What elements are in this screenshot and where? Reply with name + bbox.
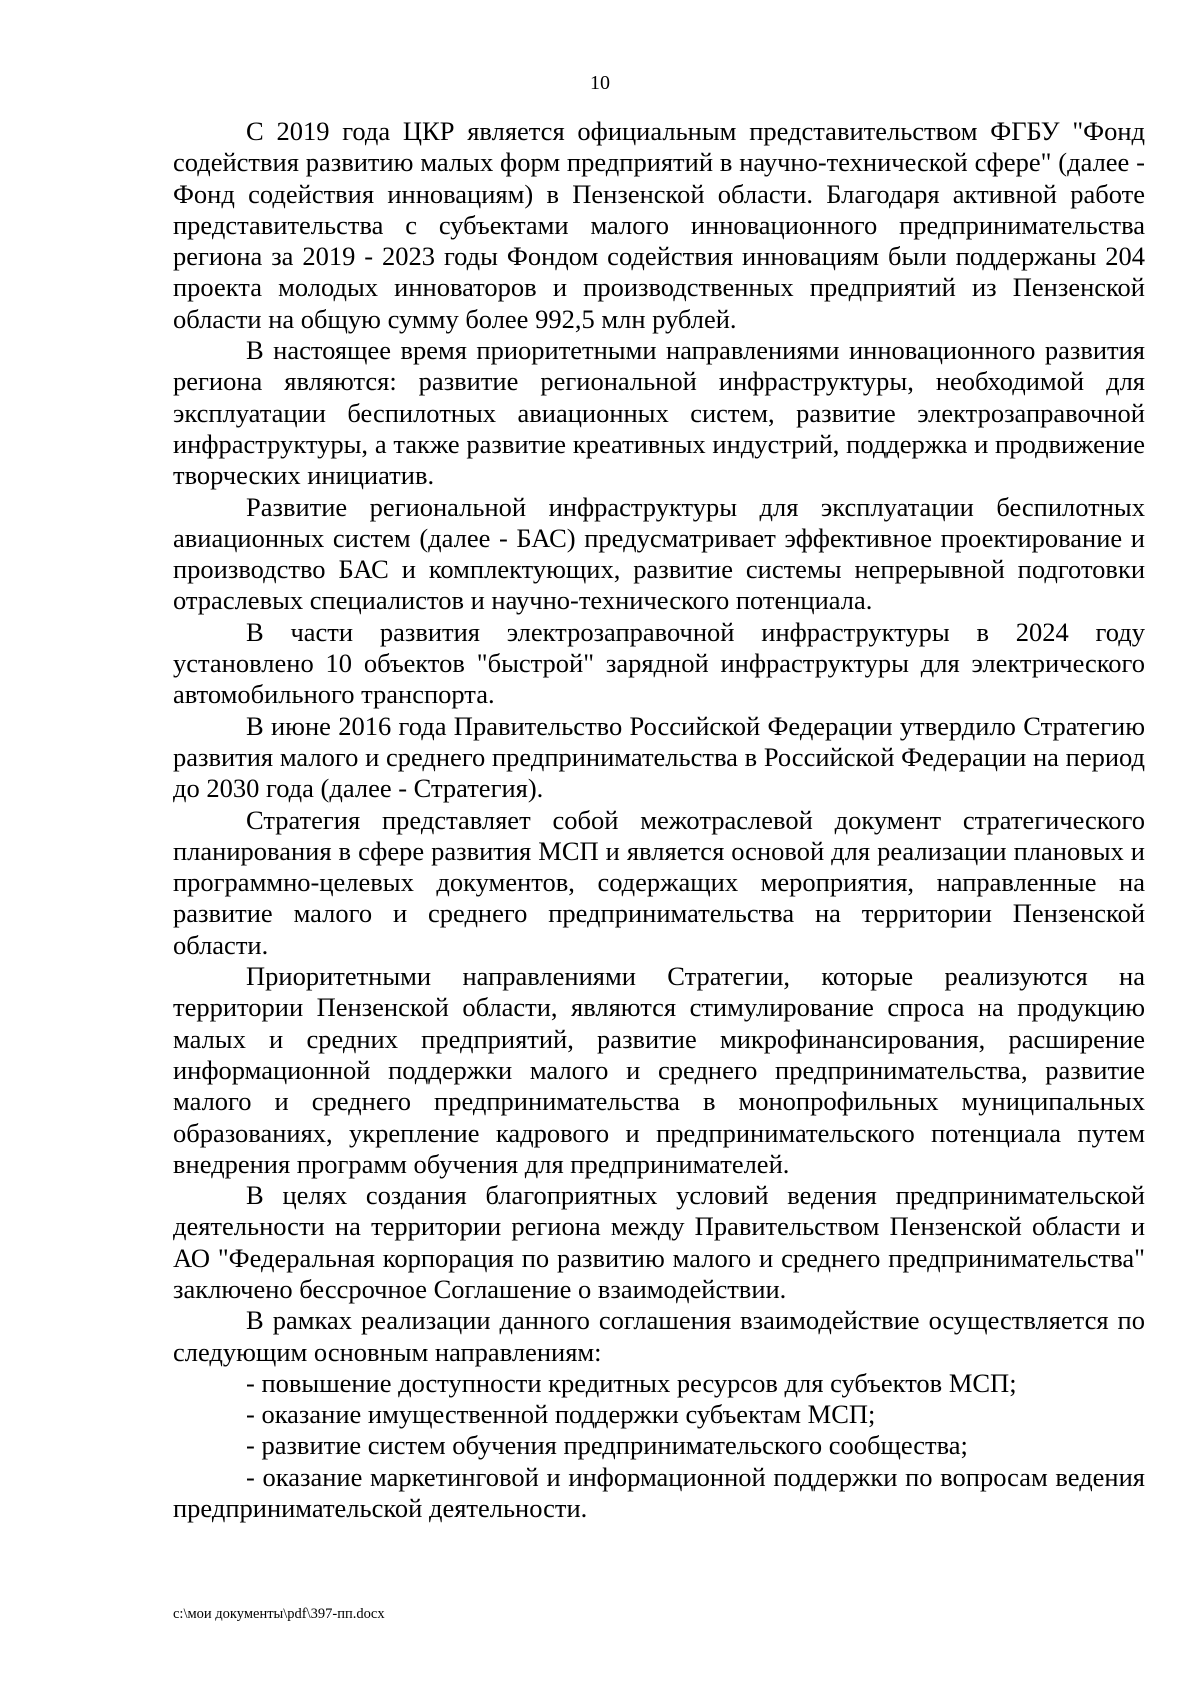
paragraph-bas-infrastructure: Развитие региональной инфраструктуры для эксплуатации беспилотных авиационных систем (далее - БАС) предусматривает эффективное проектирование и производство БАС и комплектующих, развитие системы непрерывной подготовки отраслевых специалистов и научно-технического потенциала. bbox=[173, 491, 1145, 616]
paragraph-ev-charging: В части развития электрозаправочной инфраструктуры в 2024 году установлено 10 объектов "быстрой" зарядной инфраструктуры для электрического автомобильного транспорта. bbox=[173, 616, 1145, 710]
paragraph-agreement-directions: В рамках реализации данного соглашения взаимодействие осуществляется по следующим основным направлениям: bbox=[173, 1305, 1145, 1367]
page-number: 10 bbox=[590, 72, 610, 94]
footer-file-path: c:\мои документы\pdf\397-пп.docx bbox=[173, 1606, 385, 1622]
paragraph-strategy-priorities: Приоритетными направлениями Стратегии, которые реализуются на территории Пензенской области, являются стимулирование спроса на продукцию малых и средних предприятий, развитие микрофинансирования, расширение информационной поддержки малого и среднего предпринимательства, развитие малого и среднего предпринимательства в монопрофильных муниципальных образованиях, укрепление кадрового и предпринимательского потенциала путем внедрения программ обучения для предпринимателей. bbox=[173, 961, 1145, 1179]
paragraph-agreement: В целях создания благоприятных условий ведения предпринимательской деятельности на территории региона между Правительством Пензенской области и АО "Федеральная корпорация по развитию малого и среднего предпринимательства" заключено бессрочное Соглашение о взаимодействии. bbox=[173, 1180, 1145, 1304]
list-item: - повышение доступности кредитных ресурсов для субъектов МСП; bbox=[246, 1367, 1017, 1398]
paragraph-tskr-representation: С 2019 года ЦКР является официальным представительством ФГБУ "Фонд содействия развитию малых форм предприятий в научно-технической сфере" (далее - Фонд содействия инновациям) в Пензенской области. Благодаря активной работе представительства с субъектами малого инновационного предпринимательства региона за 2019 - 2023 годы Фондом содействия инновациям были поддержаны 204 проекта молодых инноваторов и производственных предприятий из Пензенской области на общую сумму более 992,5 млн рублей. bbox=[173, 116, 1145, 334]
list-item: - оказание имущественной поддержки субъектам МСП; bbox=[246, 1399, 876, 1430]
list-item: - развитие систем обучения предпринимательского сообщества; bbox=[246, 1430, 968, 1461]
document-body bbox=[173, 116, 1145, 1524]
paragraph-strategy-approval: В июне 2016 года Правительство Российской Федерации утвердило Стратегию развития малого и среднего предпринимательства в Российской Федерации на период до 2030 года (далее - Стратегия). bbox=[173, 710, 1145, 804]
paragraph-strategy-description: Стратегия представляет собой межотраслевой документ стратегического планирования в сфере развития МСП и является основой для реализации плановых и программно-целевых документов, содержащих мероприятия, направленные на развитие малого и среднего предпринимательства на территории Пензенской области. bbox=[173, 804, 1145, 960]
list-item: - оказание маркетинговой и информационной поддержки по вопросам ведения предпринимательской деятельности. bbox=[173, 1461, 1145, 1524]
paragraph-innovation-priorities: В настоящее время приоритетными направлениями инновационного развития региона являются: развитие региональной инфраструктуры, необходимой для эксплуатации беспилотных авиационных систем, развитие электрозаправочной инфраструктуры, а также развитие креативных индустрий, поддержка и продвижение творческих инициатив. bbox=[173, 335, 1145, 491]
